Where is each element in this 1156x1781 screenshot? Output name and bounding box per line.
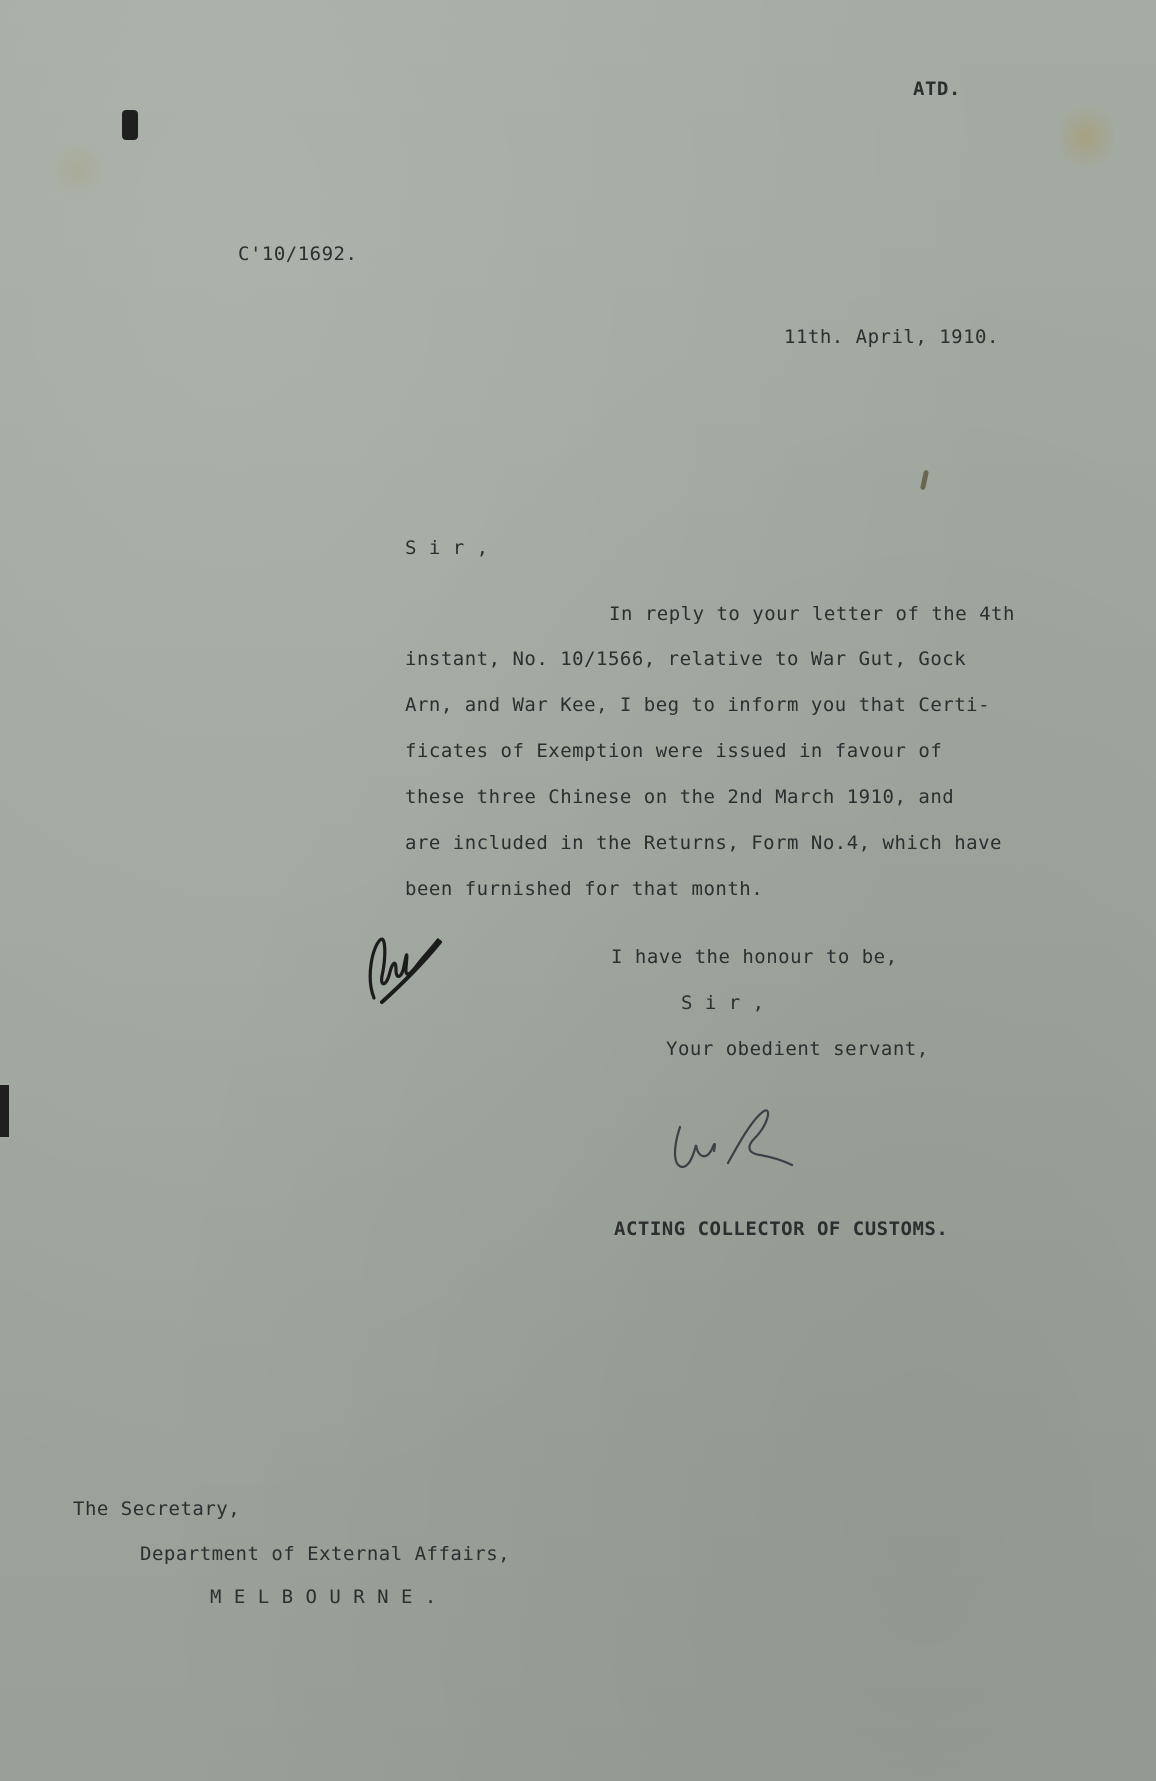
closing-sir: S i r ,	[681, 992, 765, 1014]
top-mark: ATD.	[913, 78, 961, 100]
closing-servant: Your obedient servant,	[666, 1038, 929, 1060]
paper-stain	[48, 140, 108, 200]
addressee-line: Department of External Affairs,	[140, 1543, 511, 1565]
ink-dot	[920, 470, 929, 491]
body-line: In reply to your letter of the 4th	[609, 603, 1015, 625]
handwritten-initials-icon	[362, 928, 442, 1006]
handwritten-signature-icon	[668, 1105, 798, 1180]
edge-mark	[0, 1085, 9, 1137]
reference-number: C'10/1692.	[238, 243, 358, 265]
paper-stain	[1058, 98, 1114, 176]
letter-date: 11th. April, 1910.	[784, 326, 999, 348]
body-line: ficates of Exemption were issued in favour of	[405, 740, 943, 762]
salutation: S i r ,	[405, 537, 489, 559]
body-line: Arn, and War Kee, I beg to inform you that Certi-	[405, 694, 991, 716]
addressee-city: M E L B O U R N E .	[210, 1586, 437, 1608]
addressee-line: The Secretary,	[73, 1498, 241, 1520]
body-line: are included in the Returns, Form No.4, which have	[405, 832, 1002, 854]
signatory-title: ACTING COLLECTOR OF CUSTOMS.	[614, 1218, 949, 1240]
closing-line: I have the honour to be,	[611, 946, 898, 968]
body-line: instant, No. 10/1566, relative to War Gut, Gock	[405, 648, 967, 670]
body-line: been furnished for that month.	[405, 878, 764, 900]
punch-mark	[122, 110, 138, 140]
body-line: these three Chinese on the 2nd March 1910, and	[405, 786, 955, 808]
